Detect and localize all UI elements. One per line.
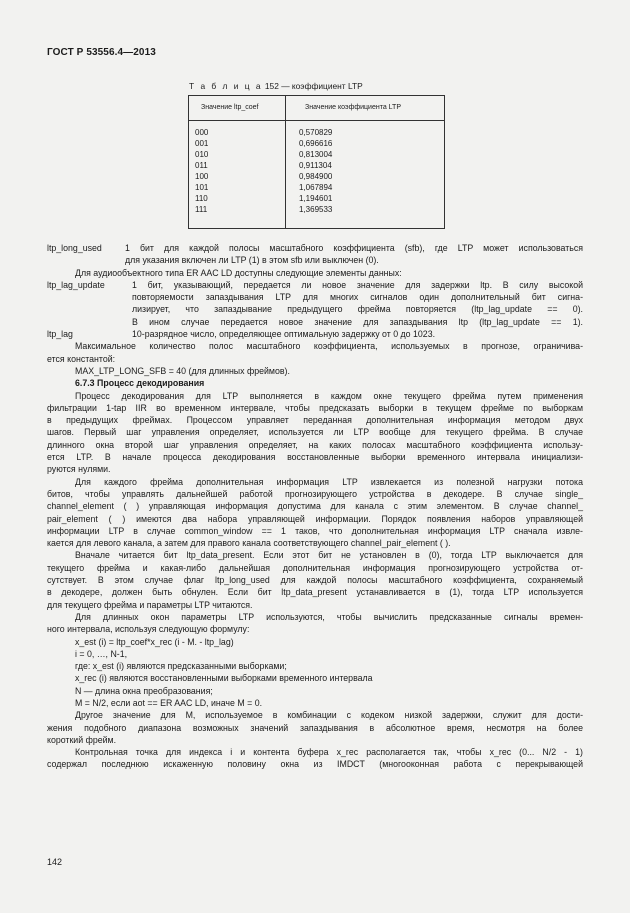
paragraph-line: Процесс декодирования для LTP выполняется в каждом окне текущего фрейма путем применения bbox=[75, 390, 583, 401]
table-cell-code: 101 bbox=[195, 182, 209, 192]
term-definition-line: для указания включен ли LTP (1) в этом sfb или выключен (0). bbox=[125, 255, 379, 266]
table-cell-value: 0,570829 bbox=[299, 128, 333, 137]
table-cell-value: 0,696616 bbox=[299, 138, 333, 148]
table-column-divider bbox=[285, 96, 286, 228]
where-line: где: x_est (i) являются предсказанными выборками; bbox=[75, 661, 287, 672]
paragraph-line: сутствует. В этом случае флаг ltp_long_used для каждой полосы масштабного коэффициента, сохраняемый bbox=[47, 575, 583, 586]
paragraph-line: ется константой: bbox=[47, 353, 116, 364]
paragraph-line: Вначале читается бит ltp_data_present. Если этот бит не установлен в (0), тогда LTP выключается для bbox=[75, 550, 583, 561]
ltp-coef-table bbox=[188, 95, 445, 229]
table-header-divider bbox=[189, 120, 444, 121]
table-cell-code: 001 bbox=[195, 138, 209, 148]
term-name: ltp_long_used bbox=[47, 243, 102, 253]
table-header-code: Значение ltp_coef bbox=[201, 104, 259, 111]
paragraph-line: ного интервала, используя следующую формулу: bbox=[47, 624, 250, 635]
table-caption bbox=[189, 81, 363, 91]
term-ltp-long-used bbox=[47, 242, 583, 267]
table-cell-code: 110 bbox=[195, 193, 208, 203]
paragraph-line: жения подобного диапазона возможных значений запаздывания в абсолютное время, несмотря на более bbox=[47, 722, 583, 733]
table-cell-code: 100 bbox=[195, 171, 209, 181]
paragraph-line: битов, чтобы управлять дальнейшей работой прогнозирующего устройства в декодере. В случае single_ bbox=[47, 488, 583, 499]
paragraph-line: Для каждого фрейма дополнительная информация LTP извлекается из полезной нагрузки потока bbox=[75, 476, 583, 487]
term-definition-line: 1 бит, указывающий, передается ли новое значение для задержки ltp. В силу высокой bbox=[132, 279, 583, 290]
formula: MAX_LTP_LONG_SFB = 40 (для длинных фреймов). bbox=[75, 365, 290, 376]
equation: x_est (i) = ltp_coef*x_rec (i - M. - ltp_lag) bbox=[75, 636, 234, 647]
paragraph-line: текущего фрейма и какая-либо дальнейшая дополнительная информация прогнозирующего устройства от- bbox=[47, 562, 583, 573]
paragraph-line: в декодере, должен быть обнулен. Если бит ltp_data_present устанавливается в (1), тогда LTP используется bbox=[47, 587, 583, 598]
paragraph-line: кается для левого канала, а затем для правого канала соответствующего channel_pair_element ( ). bbox=[47, 538, 451, 549]
paragraph-line: Другое значение для M, используемое в комбинации с кодеком низкой задержки, служит для дости- bbox=[75, 710, 583, 721]
term-name: ltp_lag_update bbox=[47, 279, 105, 290]
term-definition-line: В ином случае передается новое значение для запаздывания ltp (ltp_lag_update == 1). bbox=[132, 316, 583, 327]
paragraph-line: фильтрации 1-tap IIR во временном интервале, чтобы предсказать выборки в текущем фрейме по выборкам bbox=[47, 402, 583, 413]
table-value-column bbox=[299, 128, 332, 216]
paragraph-line: короткий фрейм. bbox=[47, 734, 117, 745]
paragraph-line: информации LTP в случае common_window == 1 таков, что дополнительная информация LTP сначала извле- bbox=[47, 525, 583, 536]
table-caption-prefix: Т а б л и ц а bbox=[189, 81, 263, 91]
table-cell-value: 0,813004 bbox=[299, 149, 333, 159]
term-definition-line: лизирует, что запаздывание предыдущего фрейма повторяется (ltp_lag_update == 0). bbox=[132, 304, 583, 315]
term-definition-line: повторяемости запаздывания LTP для многих сигналов один дополнительный бит сигна- bbox=[132, 292, 583, 303]
paragraph-line: шагов. Первый шаг управления определяет, используется ли LTP вообще для текущего фрейма. В случае bbox=[47, 427, 583, 438]
table-code-column bbox=[195, 128, 208, 216]
table-cell-value: 1,067894 bbox=[299, 182, 333, 192]
paragraph-line: в предыдущих фреймах. Процессом управляет переданная дополнительная информация методом двух bbox=[47, 415, 583, 426]
equation: i = 0, …, N-1, bbox=[75, 648, 128, 659]
paragraph-line: длинного окна второй шаг управления определяет, на каких полосах масштабного коэффициента использу- bbox=[47, 439, 583, 450]
table-header-value: Значение коэффициента LTP bbox=[305, 104, 401, 111]
paragraph-line: pair_element ( ) имеются два набора управляющей информации. Порядок появления наборов управляющей bbox=[47, 513, 583, 524]
document-header: ГОСТ Р 53556.4—2013 bbox=[47, 47, 156, 58]
table-cell-value: 1,194601 bbox=[299, 193, 333, 203]
table-cell-value: 0,911304 bbox=[299, 160, 332, 170]
table-cell-code: 000 bbox=[195, 128, 209, 137]
paragraph-line: channel_element ( ) управляющая информация допустима для канала с этим элементом. В случае channel_ bbox=[47, 501, 583, 512]
table-cell-value: 1,369533 bbox=[299, 204, 333, 214]
paragraph-line: ется LTP. В начале процесса декодирования восстановленные выборки временного интервала инициализи- bbox=[47, 452, 583, 463]
paragraph-line: содержал последнюю искаженную половину окна из IMDCT (многооконная работа с перекрывающей bbox=[47, 759, 583, 770]
paragraph-line: Контрольная точка для индекса i и контента буфера x_rec располагается так, чтобы x_rec (0... N/2 - 1) bbox=[75, 747, 583, 758]
paragraph-line: для текущего фрейма и параметры LTP читаются. bbox=[47, 599, 253, 610]
paragraph-line: руются нулями. bbox=[47, 464, 111, 475]
term-ltp-lag-update bbox=[47, 279, 583, 328]
paragraph: Для аудиообъектного типа ER AAC LD доступны следующие элементы данных: bbox=[75, 267, 402, 278]
table-cell-code: 011 bbox=[195, 160, 208, 170]
page-number: 142 bbox=[47, 857, 63, 867]
paragraph-line: Максимальное количество полос масштабного коэффициента, используемых в прогнозе, ограничива- bbox=[75, 341, 583, 352]
table-caption-text: 152 — коэффициент LTP bbox=[264, 81, 363, 91]
table-cell-code: 111 bbox=[195, 204, 208, 214]
term-definition-line: 1 бит для каждой полосы масштабного коэффициента (sfb), где LTP может использоваться bbox=[125, 243, 583, 253]
term-ltp-lag bbox=[47, 328, 583, 340]
table-cell-code: 010 bbox=[195, 149, 209, 159]
term-name: ltp_lag bbox=[47, 329, 73, 340]
paragraph-line: Для длинных окон параметры LTP используются, чтобы вычислить предсказанные сигналы времен- bbox=[75, 611, 583, 622]
where-line: N — длина окна преобразования; bbox=[75, 685, 213, 696]
term-definition-line: 10-разрядное число, определяющее оптимальную задержку от 0 до 1023. bbox=[132, 329, 436, 340]
table-cell-value: 0,984900 bbox=[299, 171, 333, 181]
body-text bbox=[47, 242, 583, 771]
section-heading: 6.7.3 Процесс декодирования bbox=[75, 378, 205, 389]
where-line: M = N/2, если aot == ER AAC LD, иначе M = 0. bbox=[75, 697, 263, 708]
where-line: x_rec (i) являются восстановленными выборками временного интервала bbox=[75, 673, 373, 684]
